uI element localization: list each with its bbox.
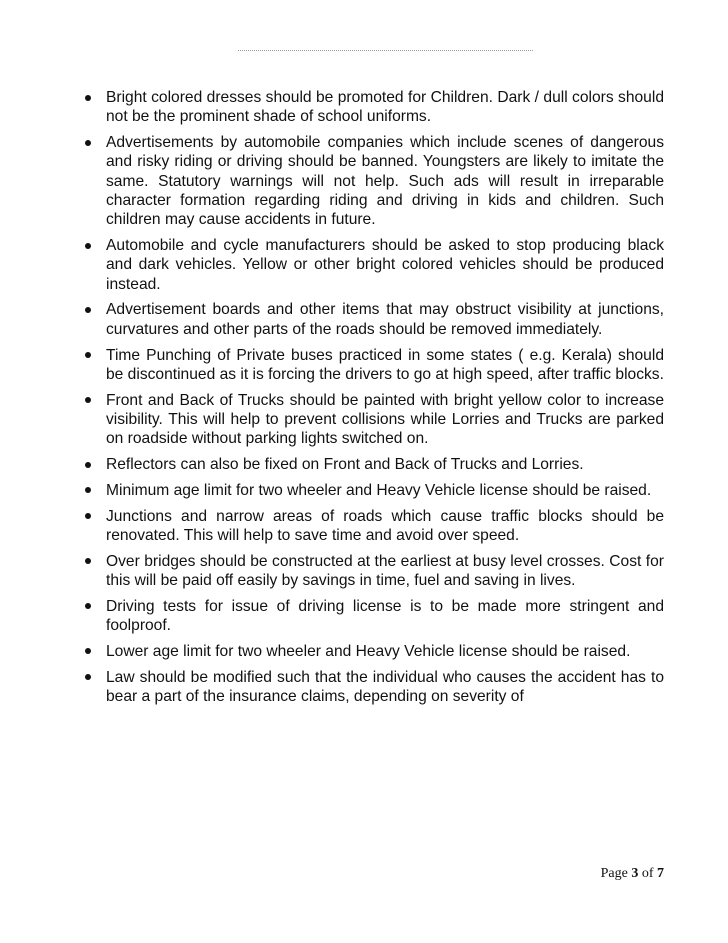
list-item (84, 88, 664, 127)
list-item (84, 133, 664, 229)
list-item-text: Minimum age limit for two wheeler and Heavy Vehicle license should be raised. (106, 481, 652, 499)
list-item (84, 552, 664, 591)
header-rule (238, 50, 533, 51)
list-item (84, 455, 664, 474)
bullet-list (84, 88, 664, 713)
page-footer (601, 866, 664, 882)
footer-page-word: Page (600, 866, 628, 881)
list-item (84, 346, 664, 385)
bullet-dot-icon (85, 558, 91, 564)
bullet-dot-icon (85, 95, 91, 101)
list-item (84, 236, 664, 294)
list-item (84, 642, 664, 661)
list-item-text: Reflectors can also be fixed on Front and Back of Trucks and Lorries. (106, 456, 584, 474)
list-item-text: Law should be modified such that the individual who causes the accident has to bear a part of the insurance claims, depending on severity of (106, 668, 664, 706)
list-item-text: Automobile and cycle manufacturers should be asked to stop producing black and dark vehicles. Yellow or other bright colored vehicles should be produced instead. (106, 237, 664, 293)
bullet-dot-icon (85, 603, 91, 609)
bullet-dot-icon (85, 140, 91, 146)
list-item-text: Time Punching of Private buses practiced in some states ( e.g. Kerala) should be discontinued as it is forcing the drivers to go at high speed, after traffic blocks. (106, 346, 664, 383)
bullet-dot-icon (85, 352, 91, 358)
bullet-dot-icon (85, 397, 91, 403)
bullet-dot-icon (85, 513, 91, 519)
list-item-text: Advertisement boards and other items that may obstruct visibility at junctions, curvatures and other parts of the roads should be removed immediately. (106, 301, 664, 338)
bullet-dot-icon (85, 648, 91, 654)
list-item-text: Front and Back of Trucks should be painted with bright yellow color to increase visibility. This will help to prevent collisions while Lorries and Trucks are parked on roadside without parking lights switched on. (106, 391, 664, 448)
list-item-text: Junctions and narrow areas of roads which cause traffic blocks should be renovated. This will help to save time and avoid over speed. (106, 507, 664, 544)
bullet-dot-icon (85, 243, 91, 249)
list-item (84, 668, 664, 707)
bullet-dot-icon (85, 462, 91, 468)
bullet-dot-icon (85, 307, 91, 313)
list-item-text: Advertisements by automobile companies which include scenes of dangerous and risky riding or driving should be banned. Youngsters are likely to imitate the same. Statutory warnings will not help. Such ads will result in irreparable character formation regarding riding and driving in kids and children. Such children may cause accidents in future. (106, 134, 664, 229)
bullet-dot-icon (85, 487, 91, 493)
list-item (84, 507, 664, 546)
list-item-text: Over bridges should be constructed at the earliest at busy level crosses. Cost for this will be paid off easily by savings in time, fuel and saving in lives. (106, 552, 664, 590)
list-item-text: Lower age limit for two wheeler and Heavy Vehicle license should be raised. (106, 642, 631, 660)
footer-total-pages: 7 (657, 866, 664, 881)
footer-of-word: of (641, 866, 654, 881)
list-item-text: Driving tests for issue of driving license is to be made more stringent and foolproof. (106, 597, 664, 635)
footer-current-page: 3 (631, 866, 639, 881)
list-item-text: Bright colored dresses should be promoted for Children. Dark / dull colors should not be the prominent shade of school uniforms. (106, 89, 664, 126)
bullet-dot-icon (85, 674, 91, 680)
list-item (84, 597, 664, 636)
list-item (84, 481, 664, 500)
list-item (84, 300, 664, 339)
list-item (84, 391, 664, 449)
